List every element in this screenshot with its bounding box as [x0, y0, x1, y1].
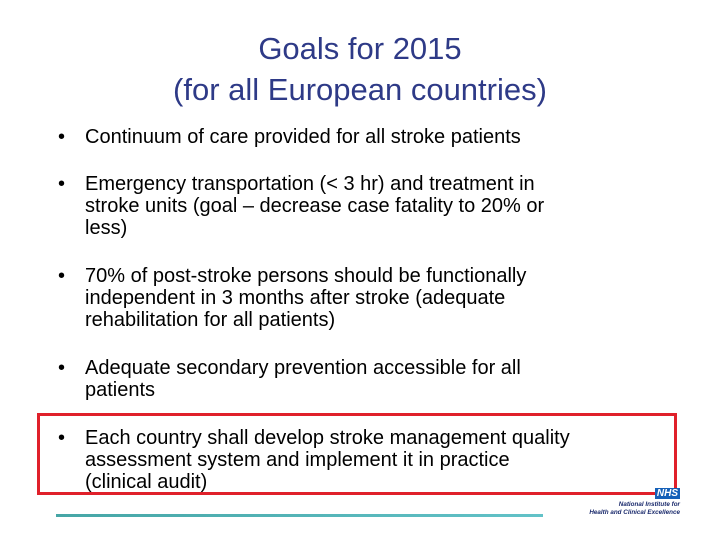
bullet-text-line: Each country shall develop stroke management quality [85, 427, 570, 449]
bullet-text-line: Adequate secondary prevention accessible for all [85, 357, 521, 379]
bullet-marker: • [58, 173, 66, 195]
bullet-marker: • [58, 357, 66, 379]
slide-title-line-2: (for all European countries) [173, 72, 547, 107]
bullet-text-line: stroke units (goal – decrease case fatality to 20% or [85, 195, 545, 217]
logo-text-line-2: Health and Clinical Excellence [589, 509, 680, 516]
bullet-text-line: 70% of post-stroke persons should be functionally [85, 265, 527, 287]
nhs-logo-badge: NHS [656, 488, 678, 499]
footer-rule [56, 514, 543, 517]
bullet-text-line: independent in 3 months after stroke (adequate [85, 287, 506, 309]
bullet-text-line: Continuum of care provided for all stroke patients [85, 126, 521, 148]
bullet-item-2 [58, 173, 678, 239]
slide-title-line-1: Goals for 2015 [258, 31, 462, 66]
bullet-text-line: rehabilitation for all patients) [85, 309, 336, 331]
logo-text-line-1: National Institute for [618, 501, 680, 508]
bullet-item-1 [58, 126, 678, 148]
bullet-item-4 [58, 357, 678, 401]
nice-logo [589, 488, 680, 520]
bullet-marker: • [58, 265, 66, 287]
bullet-text-line: Emergency transportation (< 3 hr) and treatment in [85, 173, 535, 195]
slide-title [0, 28, 720, 110]
bullet-text-line: patients [85, 379, 156, 401]
bullet-text-line: (clinical audit) [85, 471, 208, 493]
highlight-box [37, 413, 677, 495]
bullet-text-line: assessment system and implement it in practice [85, 449, 510, 471]
bullet-text-line: less) [85, 217, 128, 239]
bullet-marker: • [58, 427, 66, 449]
bullet-item-3 [58, 265, 678, 331]
bullet-marker: • [58, 126, 66, 148]
